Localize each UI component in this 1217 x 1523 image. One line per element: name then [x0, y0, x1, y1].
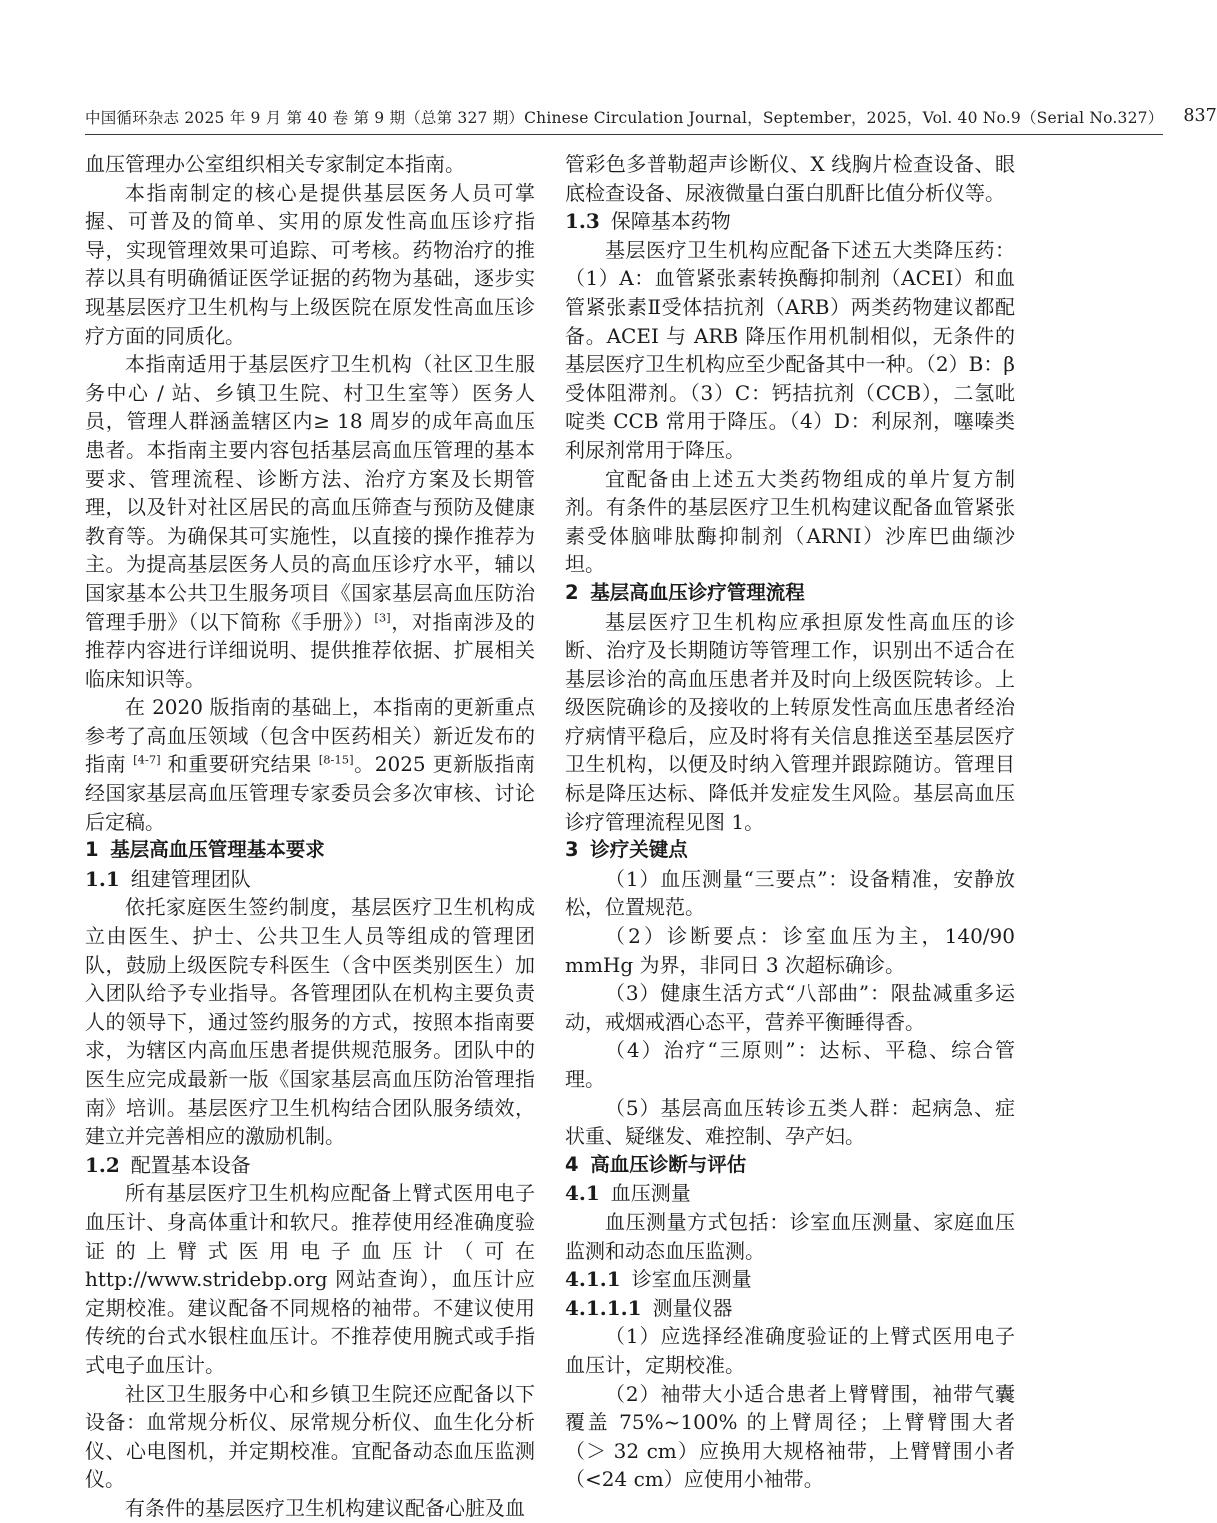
- paragraph: （1）应选择经准确度验证的上臂式医用电子血压计，定期校准。: [565, 1324, 1015, 1377]
- subsection-heading: [85, 1151, 535, 1180]
- subsection-heading: [85, 865, 535, 894]
- paragraph: 社区卫生服务中心和乡镇卫生院还应配备以下设备：血常规分析仪、尿常规分析仪、血生化分析仪、心电图机，并定期校准。宜配备动态血压监测仪。: [85, 1381, 535, 1492]
- paragraph: （5）基层高血压转诊五类人群：起病急、症状重、疑继发、难控制、孕产妇。: [565, 1095, 1015, 1149]
- reference-superscript: [4-7]: [133, 752, 161, 767]
- paragraph: 血压测量方式包括：诊室血压测量、家庭血压监测和动态血压监测。: [565, 1209, 1015, 1263]
- right-column: [565, 150, 1015, 1523]
- subsection-heading: [565, 207, 1015, 236]
- section-heading: [85, 836, 535, 865]
- heading-title: 诊室血压测量: [631, 1267, 752, 1292]
- page-number: 837: [1183, 106, 1217, 126]
- reference-superscript: [8-15]: [318, 752, 354, 767]
- section-heading: [565, 579, 1015, 608]
- paragraph: （2）袖带大小适合患者上臂臂围，袖带气囊覆盖 75%~100% 的上臂周径；上臂臂围大者（＞ 32 cm）应换用大规格袖带，上臂臂围小者（<24 cm）应使用小袖带。: [565, 1381, 1015, 1492]
- heading-number: 1.1: [85, 866, 120, 891]
- journal-header-text: 中国循环杂志 2025 年 9 月 第 40 卷 第 9 期（总第 327 期）Chinese Circulation Journal，September，2025，Vol. 40 No.9（Serial No.327）: [85, 106, 1163, 135]
- heading-number: 4.1.1: [565, 1267, 621, 1292]
- article-body: [85, 150, 1015, 1523]
- paragraph: （1）血压测量“三要点”：设备精准，安静放松，位置规范。: [565, 866, 1015, 920]
- section-heading: [565, 836, 1015, 865]
- paragraph: 依托家庭医生签约制度，基层医疗卫生机构成立由医生、护士、公共卫生人员等组成的管理团队，鼓励上级医院专科医生（含中医类别医生）加入团队给予专业指导。各管理团队在机构主要负责人的领导下，通过签约服务的方式，按照本指南要求，为辖区内高血压患者提供规范服务。团队中的医生应完成最新一版《国家基层高血压防治管理指南》培训。基层医疗卫生机构结合团队服务绩效，建立并完善相应的激励机制。: [85, 895, 535, 1149]
- paragraph: 宜配备由上述五大类药物组成的单片复方制剂。有条件的基层医疗卫生机构建议配备血管紧张素受体脑啡肽酶抑制剂（ARNI）沙库巴曲缬沙坦。: [565, 466, 1015, 577]
- paragraph: 本指南制定的核心是提供基层医务人员可掌握、可普及的简单、实用的原发性高血压诊疗指导，实现管理效果可追踪、可考核。药物治疗的推荐以具有明确循证医学证据的药物为基础，逐步实现基层医疗卫生机构与上级医院在原发性高血压诊疗方面的同质化。: [85, 180, 535, 348]
- paragraph: 基层医疗卫生机构应承担原发性高血压的诊断、治疗及长期随访等管理工作，识别出不适合在基层诊治的高血压患者并及时向上级医院转诊。上级医院确诊的及接收的上转原发性高血压患者经治疗病情平稳后，应及时将有关信息推送至基层医疗卫生机构，以便及时纳入管理并跟踪随访。管理目标是降压达标、降低并发症发生风险。基层高血压诊疗管理流程见图 1。: [565, 609, 1015, 834]
- subsection-heading: [565, 1179, 1015, 1208]
- heading-number: 3: [565, 838, 579, 862]
- paragraph: 本指南适用于基层医疗卫生机构（社区卫生服务中心 / 站、乡镇卫生院、村卫生室等）医务人员，管理人群涵盖辖区内≥ 18 周岁的成年高血压患者。本指南主要内容包括基层高血压管理的基本要求、管理流程、诊断方法、治疗方案及长期管理，以及针对社区居民的高血压筛查与预防及健康教育等。为确保其可实施性，以直接的操作推荐为主。为提高基层医务人员的高血压诊疗水平，辅以国家基本公共卫生服务项目《国家基层高血压防治管理手册》（以下简称《手册》）[3]，对指南涉及的推荐内容进行详细说明、提供推荐依据、扩展相关临床知识等。: [85, 352, 536, 691]
- heading-number: 4.1.1.1: [565, 1295, 642, 1320]
- heading-number: 1: [85, 838, 99, 862]
- paragraph: 基层医疗卫生机构应配备下述五大类降压药：（1）A：血管紧张素转换酶抑制剂（ACEI）和血管紧张素Ⅱ受体拮抗剂（ARB）两类药物建议都配备。ACEI 与 ARB 降压作用机制相似，无条件的基层医疗卫生机构应至少配备其中一种。（2）B：β 受体阻滞剂。（3）C：钙拮抗剂（CCB），二氢吡啶类 CCB 常用于降压。（4）D：利尿剂，噻嗪类利尿剂常用于降压。: [565, 237, 1015, 462]
- paragraph: 有条件的基层医疗卫生机构建议配备心脏及血: [125, 1495, 525, 1520]
- heading-title: 配置基本设备: [130, 1152, 251, 1177]
- paragraph: （4）治疗“三原则”：达标、平稳、综合管理。: [565, 1038, 1015, 1091]
- paragraph: 管彩色多普勒超声诊断仪、X 线胸片检查设备、眼底检查设备、尿液微量白蛋白肌酐比值分析仪等。: [565, 152, 1015, 205]
- subsection-heading: [565, 1265, 1015, 1294]
- heading-number: 4: [565, 1152, 579, 1176]
- heading-number: 1.2: [85, 1152, 120, 1177]
- left-column: [85, 150, 535, 1523]
- paragraph: 所有基层医疗卫生机构应配备上臂式医用电子血压计、身高体重计和软尺。推荐使用经准确度验证的上臂式医用电子血压计（可在 http://www.stridebp.org 网站查询），血压计应定期校准。建议配备不同规格的袖带。不建议使用传统的台式水银柱血压计。不推荐使用腕式或手指式电子血压计。: [85, 1181, 535, 1377]
- heading-title: 诊疗关键点: [590, 838, 688, 862]
- heading-title: 组建管理团队: [130, 866, 251, 891]
- paragraph: 在 2020 版指南的基础上，本指南的更新重点参考了高血压领域（包含中医药相关）新近发布的指南 [4-7] 和重要研究结果 [8-15]。2025 更新版指南经国家基层高血压管理专家委员会多次审核、讨论后定稿。: [85, 695, 535, 834]
- paragraph: 血压管理办公室组织相关专家制定本指南。: [85, 152, 465, 176]
- heading-title: 基层高血压诊疗管理流程: [590, 580, 805, 604]
- heading-title: 血压测量: [610, 1181, 691, 1206]
- section-heading: [565, 1151, 1015, 1180]
- paragraph: （2）诊断要点：诊室血压为主，140/90 mmHg 为界，非同日 3 次超标确诊。: [565, 924, 1015, 977]
- heading-number: 1.3: [565, 209, 600, 234]
- subsection-heading: [565, 1294, 1015, 1323]
- heading-title: 基层高血压管理基本要求: [110, 838, 325, 862]
- paragraph: （3）健康生活方式“八部曲”：限盐减重多运动，戒烟戒酒心态平，营养平衡睡得香。: [565, 981, 1015, 1034]
- heading-title: 高血压诊断与评估: [590, 1152, 747, 1176]
- heading-number: 2: [565, 580, 579, 604]
- heading-number: 4.1: [565, 1181, 600, 1206]
- page-header: [85, 106, 1217, 135]
- heading-title: 测量仪器: [652, 1295, 733, 1320]
- reference-superscript: [3]: [374, 609, 391, 624]
- heading-title: 保障基本药物: [610, 209, 731, 234]
